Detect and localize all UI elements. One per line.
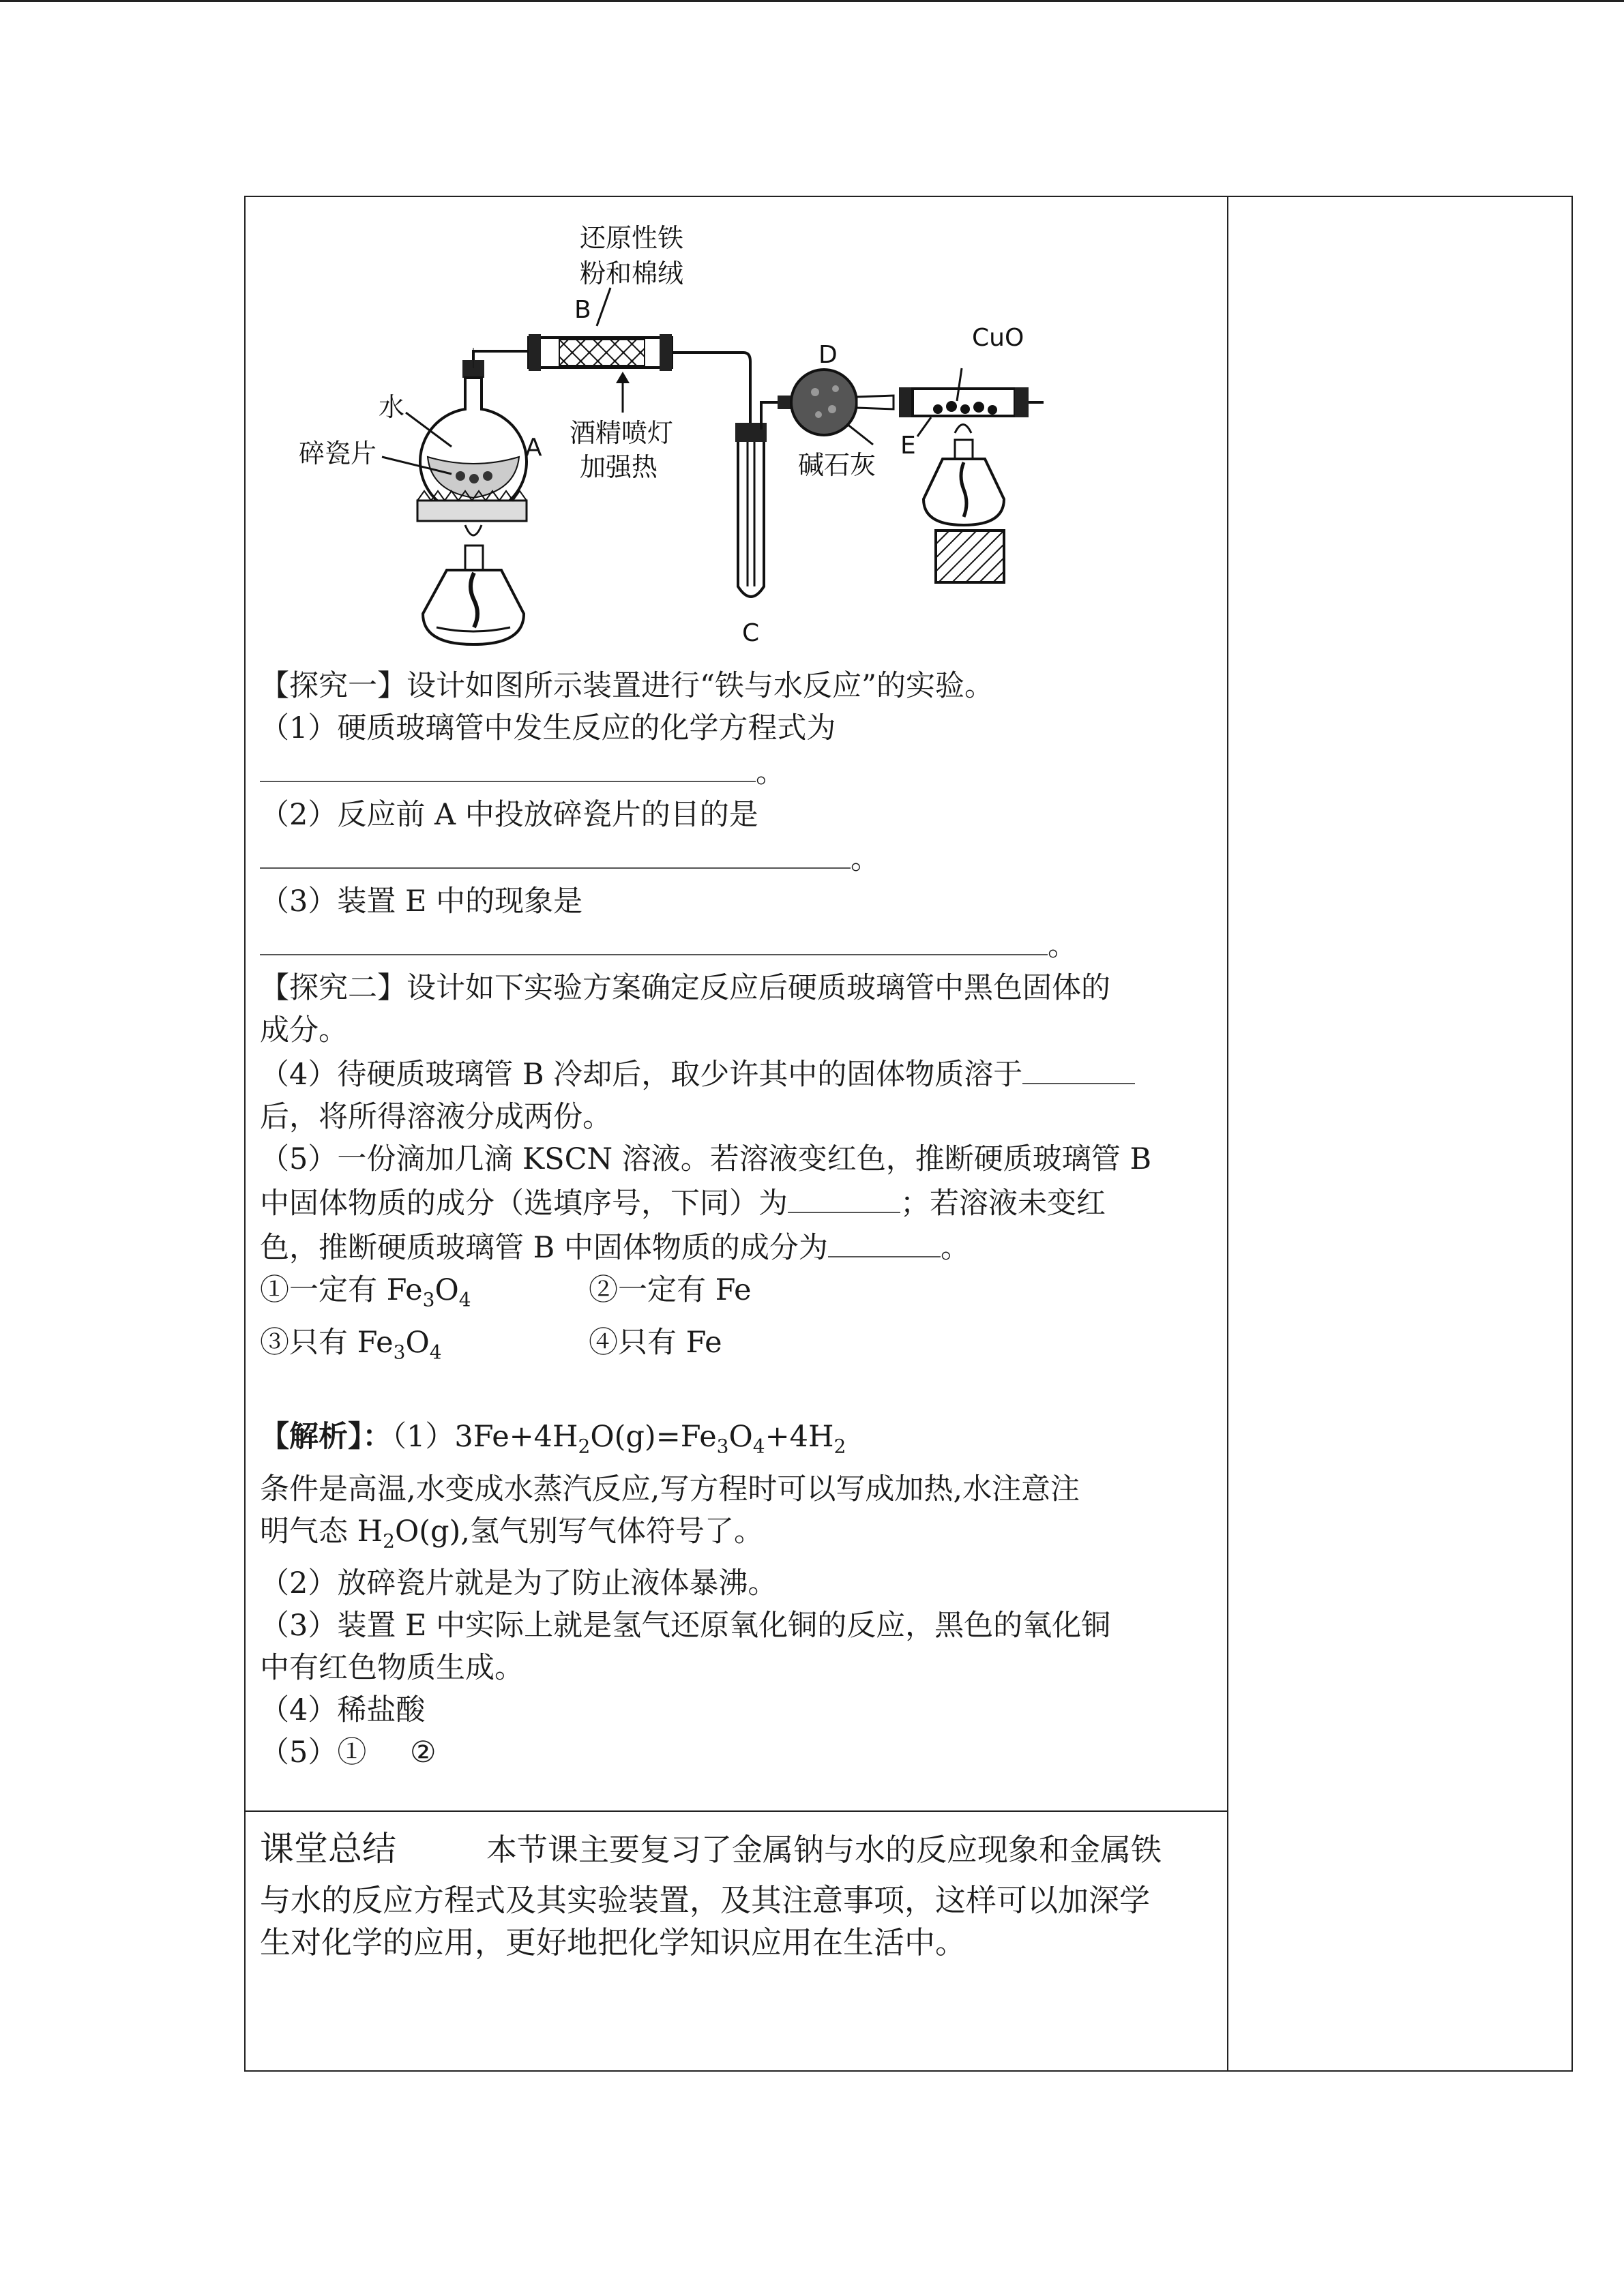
flask-A [417,360,527,521]
answer-line-1 [260,749,1222,794]
test-tube-C [735,423,767,597]
analysis-note-2: 明气态 $H_2O(g)$,氢气别写气体符号了。 [260,1514,763,1553]
summary-line-1 [260,1828,1222,1871]
analysis-answer-3a: （3）装置 E 中实际上就是氢气还原氧化铜的反应，黑色的氧化铜 [260,1609,1111,1643]
inquiry2-text: 设计如下实验方案确定反应后硬质玻璃管中黑色固体的 [407,971,1110,1005]
analysis-answer-3b: 中有红色物质生成。 [260,1651,524,1686]
question-5-text-b1: 中固体物质的成分（选填序号，下同）为 [260,1187,788,1221]
question-5-text-c1: 色，推断硬质玻璃管 B 中固体物质的成分为 [260,1231,828,1265]
question-5-line-3 [260,1225,1222,1269]
summary-heading: 课堂总结 [260,1829,396,1868]
answer-blank-3[interactable] [260,923,1048,955]
inquiry1-title: 【探究一】 [260,669,407,703]
question-3: （3）装置 E 中的现象是 [260,884,583,919]
question-4-text: （4）待硬质玻璃管 B 冷却后，取少许其中的固体物质溶于 [260,1058,1023,1092]
label-C: C [742,619,760,647]
class-summary [260,1828,1222,1964]
table-row-divider [244,1810,1227,1812]
option-4: ④只有 Fe [589,1325,722,1360]
label-iron-cotton: 粉和棉绒 [580,258,684,288]
label-porcelain: 碎瓷片 [299,438,377,468]
table-column-divider [1227,196,1228,2072]
answer-blank-2[interactable] [260,836,851,869]
inquiry2-title: 【探究二】 [260,971,407,1005]
question-4 [260,1052,1222,1096]
answer-blank-4[interactable] [1022,1052,1135,1084]
analysis-title: 【解析】： [260,1420,392,1455]
analysis-note-1: 条件是高温,水变成水蒸汽反应,写方程时可以写成加热,水注意注 [260,1472,1080,1506]
label-D: D [818,341,838,369]
label-water: 水 [379,392,405,422]
answer-blank-5a[interactable] [788,1180,900,1213]
question-content [260,665,1222,1774]
answer-blank-5b[interactable] [828,1225,941,1257]
label-reduced-iron: 还原性铁 [580,223,684,253]
alcohol-lamp-E [924,425,1004,583]
page-top-border [0,0,1624,2]
drying-tube-D [778,370,894,435]
inquiry2-text-2: 成分。 [260,1013,348,1047]
answer-blank-1[interactable] [260,749,756,782]
inquiry1-intro [260,665,1222,707]
label-soda-lime: 碱石灰 [798,450,876,480]
options-row-1 [260,1269,1222,1322]
options-row-2 [260,1322,1222,1374]
question-5-text-b2: ；若溶液未变红 [900,1187,1106,1221]
label-strong-heat: 加强热 [580,452,658,482]
label-A: A [525,434,542,462]
option-2: ②一定有 Fe [589,1273,752,1307]
analysis-equation: 【解析】：$(1)3Fe+4H_2O(g)=Fe_3O_4+4H_2$ [260,1420,846,1458]
question-2: （2）反应前 A 中投放碎瓷片的目的是 [260,798,758,832]
option-1: ①一定有 $Fe_3O_4$ [260,1273,471,1311]
summary-text-1: 本节课主要复习了金属钠与水的反应现象和金属铁 [486,1832,1162,1868]
label-CuO: CuO [972,324,1024,352]
option-3: ③只有 $Fe_3O_4$ [260,1325,442,1364]
inquiry1-text: 设计如图所示装置进行“铁与水反应”的实验。 [407,669,994,703]
alcohol-lamp-A [423,525,524,644]
summary-line-2: 与水的反应方程式及其实验装置，及其注意事项，这样可以加深学 [260,1882,1151,1918]
label-alcohol-lamp: 酒精喷灯 [570,418,674,448]
period-2: 。 [851,842,880,876]
question-5: （5）一份滴加几滴 KSCN 溶液。若溶液变红色，推断硬质玻璃管 B [260,1142,1152,1176]
period-1: 。 [756,756,785,790]
analysis-answer-5: （5）① ② [260,1735,437,1770]
question-5-text-c2: 。 [940,1231,970,1265]
inquiry2-intro [260,967,1222,1009]
analysis-answer-4: （4）稀盐酸 [260,1693,426,1728]
answer-line-3 [260,923,1222,967]
hard-glass-tube-B [529,334,672,371]
label-B: B [574,296,591,324]
label-E: E [900,432,916,460]
tube-E-with-CuO [899,368,1044,417]
question-5-line-2 [260,1180,1222,1225]
period-3: 。 [1048,929,1077,963]
apparatus-diagram [273,205,1091,655]
summary-line-3: 生对化学的应用，更好地把化学知识应用在生活中。 [260,1924,966,1960]
question-4-cont: 后，将所得溶液分成两份。 [260,1100,612,1134]
answer-line-2 [260,836,1222,880]
analysis-answer-2: （2）放碎瓷片就是为了防止液体暴沸。 [260,1566,778,1601]
question-1: （1）硬质玻璃管中发生反应的化学方程式为 [260,711,836,745]
